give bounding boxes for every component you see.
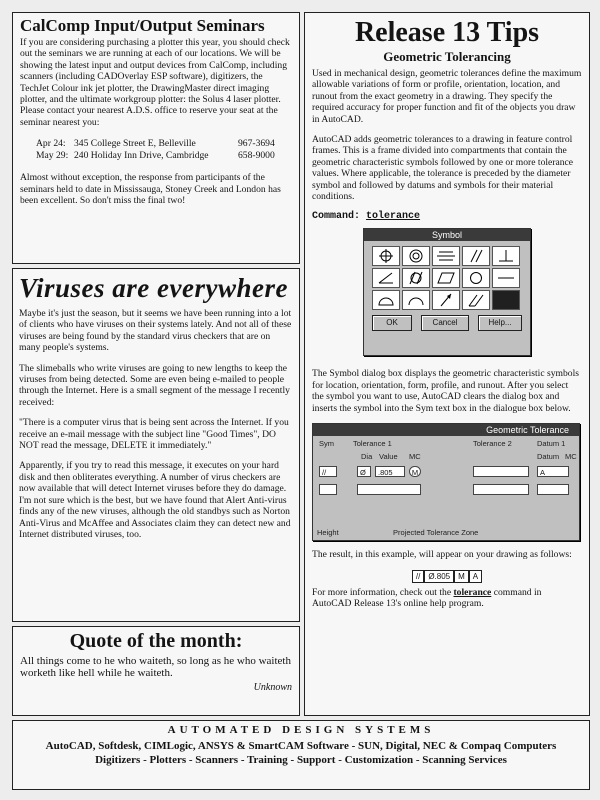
position-symbol-icon[interactable] [372, 246, 400, 266]
mc2-heading: MC [565, 452, 577, 462]
quote-text: All things come to he who waiteth, so long as he who waiteth worketh like hell while he waiteth. [20, 655, 291, 680]
straightness-symbol-icon[interactable] [492, 268, 520, 288]
concentricity-symbol-icon[interactable] [402, 246, 430, 266]
symmetry-symbol-icon[interactable] [432, 246, 460, 266]
tips-paragraph: The Symbol dialog box displays the geometric characteristic symbols for location, orientation, form, profile, and runout. After you select the symbol you want to use, AutoCAD clears the dialog box and inserts the symbol into the Sym text box in the dialogue box below. [312, 368, 579, 414]
viruses-paragraph: "There is a computer virus that is being sent across the Internet. If you receive an e-mail message with the subject line "Good Times", DO NOT read the message, DELETE it immediately." [19, 417, 289, 452]
seminar-table [36, 138, 292, 162]
viruses-paragraph: Maybe it's just the season, but it seems we have been running into a lot of clients who have viruses on their systems lately. And not all of these viruses are being found by the standard virus checkers that are on many people's systems. [19, 308, 292, 354]
viruses-paragraph: Apparently, if you try to read this message, it executes on your hard disk and then obliterates everything. A number of virus checkers are now available that will detect Internet viruses before they do damage. I'm not sure which is the best, but we have found that Alert Anti-virus finds any of the new viruses, although the old standbys such as Norton Anti-Virus and McAffee and Associates claim they can detect new and Internet distributed viruses, too. [19, 460, 291, 540]
tips-paragraph: The result, in this example, will appear on your drawing as follows: [312, 549, 572, 561]
result-value: Ø.805 [424, 570, 454, 583]
symbol-dialog-buttons [364, 315, 530, 331]
tips-title: Release 13 Tips [354, 17, 540, 48]
tolerance2-input[interactable] [473, 466, 529, 477]
quote-box [12, 626, 300, 716]
calcomp-article [12, 12, 300, 264]
tolerance2-input-2[interactable] [473, 484, 529, 495]
tolerance2-heading: Tolerance 2 [473, 439, 512, 449]
sym-heading: Sym [319, 439, 334, 449]
symbol-dialog [363, 228, 531, 356]
profile-line-symbol-icon[interactable] [402, 290, 430, 310]
seminar-row [36, 138, 292, 150]
datum-heading: Datum [537, 452, 560, 462]
tips-paragraph: Used in mechanical design, geometric tolerances define the maximum allowable variations of form or profile, orientation, location, and runout from the exact geometry in a drawing. They specify the required accuracy for proper function and fit of the objects you draw in AutoCAD. [312, 68, 582, 125]
quote-author: Unknown [253, 681, 292, 693]
parallelism-symbol-icon[interactable] [462, 246, 490, 266]
geometric-tolerance-dialog [312, 423, 580, 541]
footer-services-line: Digitizers - Plotters - Scanners - Training - Support - Customization - Scanning Services [95, 754, 507, 766]
company-name: AUTOMATED DESIGN SYSTEMS [167, 724, 435, 736]
seminar-phone: 658-9000 [238, 150, 275, 162]
ok-button[interactable]: OK [372, 315, 412, 331]
quote-title: Quote of the month: [69, 630, 243, 652]
empty-symbol-cell[interactable] [492, 290, 520, 310]
tolerance1-input-2[interactable] [357, 484, 421, 495]
command-line [312, 211, 582, 222]
total-runout-symbol-icon[interactable] [462, 290, 490, 310]
more-info-pre: For more information, check out the [312, 586, 452, 598]
mc-heading: MC [409, 452, 421, 462]
circular-runout-symbol-icon[interactable] [432, 290, 460, 310]
datum1-heading: Datum 1 [537, 439, 566, 449]
command-label: Command: [312, 211, 361, 223]
tips-paragraph: AutoCAD adds geometric tolerances to a drawing in feature control frames. This is a frame divided into compartments that contain the geometric characteristic symbols followed by one or more tolerance values. Where applicable, the tolerance is preceded by the diameter symbol and followed by datums and symbols for their material conditions. [312, 134, 574, 203]
tips-paragraph [312, 587, 582, 610]
release-tips-article [304, 12, 590, 716]
tolerance-keyword: tolerance [453, 586, 492, 598]
sym-field-2[interactable] [319, 484, 337, 495]
result-symbol: // [412, 570, 424, 583]
result-feature-control-frame [312, 570, 582, 583]
seminar-row [36, 150, 292, 162]
seminar-date: Apr 24: [36, 138, 66, 150]
mc-field[interactable]: M [409, 466, 421, 477]
height-label: Height [317, 528, 339, 538]
viruses-title: Viruses are everywhere [19, 273, 288, 303]
seminar-phone: 967-3694 [238, 138, 275, 150]
seminar-date: May 29: [36, 150, 69, 162]
company-footer [12, 720, 590, 790]
flatness-symbol-icon[interactable] [432, 268, 460, 288]
calcomp-title: CalComp Input/Output Seminars [20, 16, 265, 35]
perpendicularity-symbol-icon[interactable] [492, 246, 520, 266]
more-info-post: command in AutoCAD Release 13's online help program. [312, 586, 542, 609]
symbol-grid [364, 241, 530, 315]
gt-dialog-title: Geometric Tolerance [313, 424, 579, 436]
value-heading: Value [379, 452, 398, 462]
tolerance1-heading: Tolerance 1 [353, 439, 392, 449]
viruses-paragraph: The slimeballs who write viruses are going to new lengths to keep the viruses from being detected. Some are even being e-mailed to people through the Internet. Here is a small segment of the message I recently received: [19, 362, 290, 408]
datum-input-2[interactable] [537, 484, 569, 495]
viruses-article [12, 268, 300, 622]
cylindricity-symbol-icon[interactable] [402, 268, 430, 288]
result-datum: A [469, 570, 482, 583]
symbol-dialog-title: Symbol [364, 229, 530, 241]
seminar-address: 345 College Street E, Belleville [74, 138, 196, 150]
command-keyword: tolerance [366, 211, 421, 223]
calcomp-outro: Almost without exception, the response from participants of the seminars held to date in Mississauga, Stoney Creek and London has been excellent. So don't miss the final two! [20, 172, 281, 207]
help-button[interactable]: Help... [478, 315, 522, 331]
result-mc: M [454, 570, 469, 583]
projected-zone-label: Projected Tolerance Zone [393, 528, 479, 538]
calcomp-intro: If you are considering purchasing a plotter this year, you should check out the seminars we are running at each of our locations. We will be showing the latest input and output devices from CalComp, including scanners (including CADOverlay ESP software), digitizers, the TechJet Colour ink jet plotter, the DrawingMaster direct imaging plotter, and the ultimate workgroup plotter: the Solus 4 laser plotter. Please contact your nearest A.D.S. office to reserve your seat at the seminar nearest you: [20, 37, 290, 128]
sym-field[interactable]: // [319, 466, 337, 477]
angularity-symbol-icon[interactable] [372, 268, 400, 288]
tolerance-value-input[interactable]: .805 [375, 466, 405, 477]
footer-software-line: AutoCAD, Softdesk, CIMLogic, ANSYS & SmartCAM Software - SUN, Digital, NEC & Compaq Computers [45, 740, 557, 752]
tips-subtitle: Geometric Tolerancing [383, 49, 511, 64]
profile-surface-symbol-icon[interactable] [372, 290, 400, 310]
datum-input[interactable]: A [537, 466, 569, 477]
dia-heading: Dia [361, 452, 373, 462]
seminar-address: 240 Holiday Inn Drive, Cambridge [74, 150, 209, 162]
diameter-field[interactable]: Ø [357, 466, 371, 477]
cancel-button[interactable]: Cancel [421, 315, 469, 331]
circularity-symbol-icon[interactable] [462, 268, 490, 288]
